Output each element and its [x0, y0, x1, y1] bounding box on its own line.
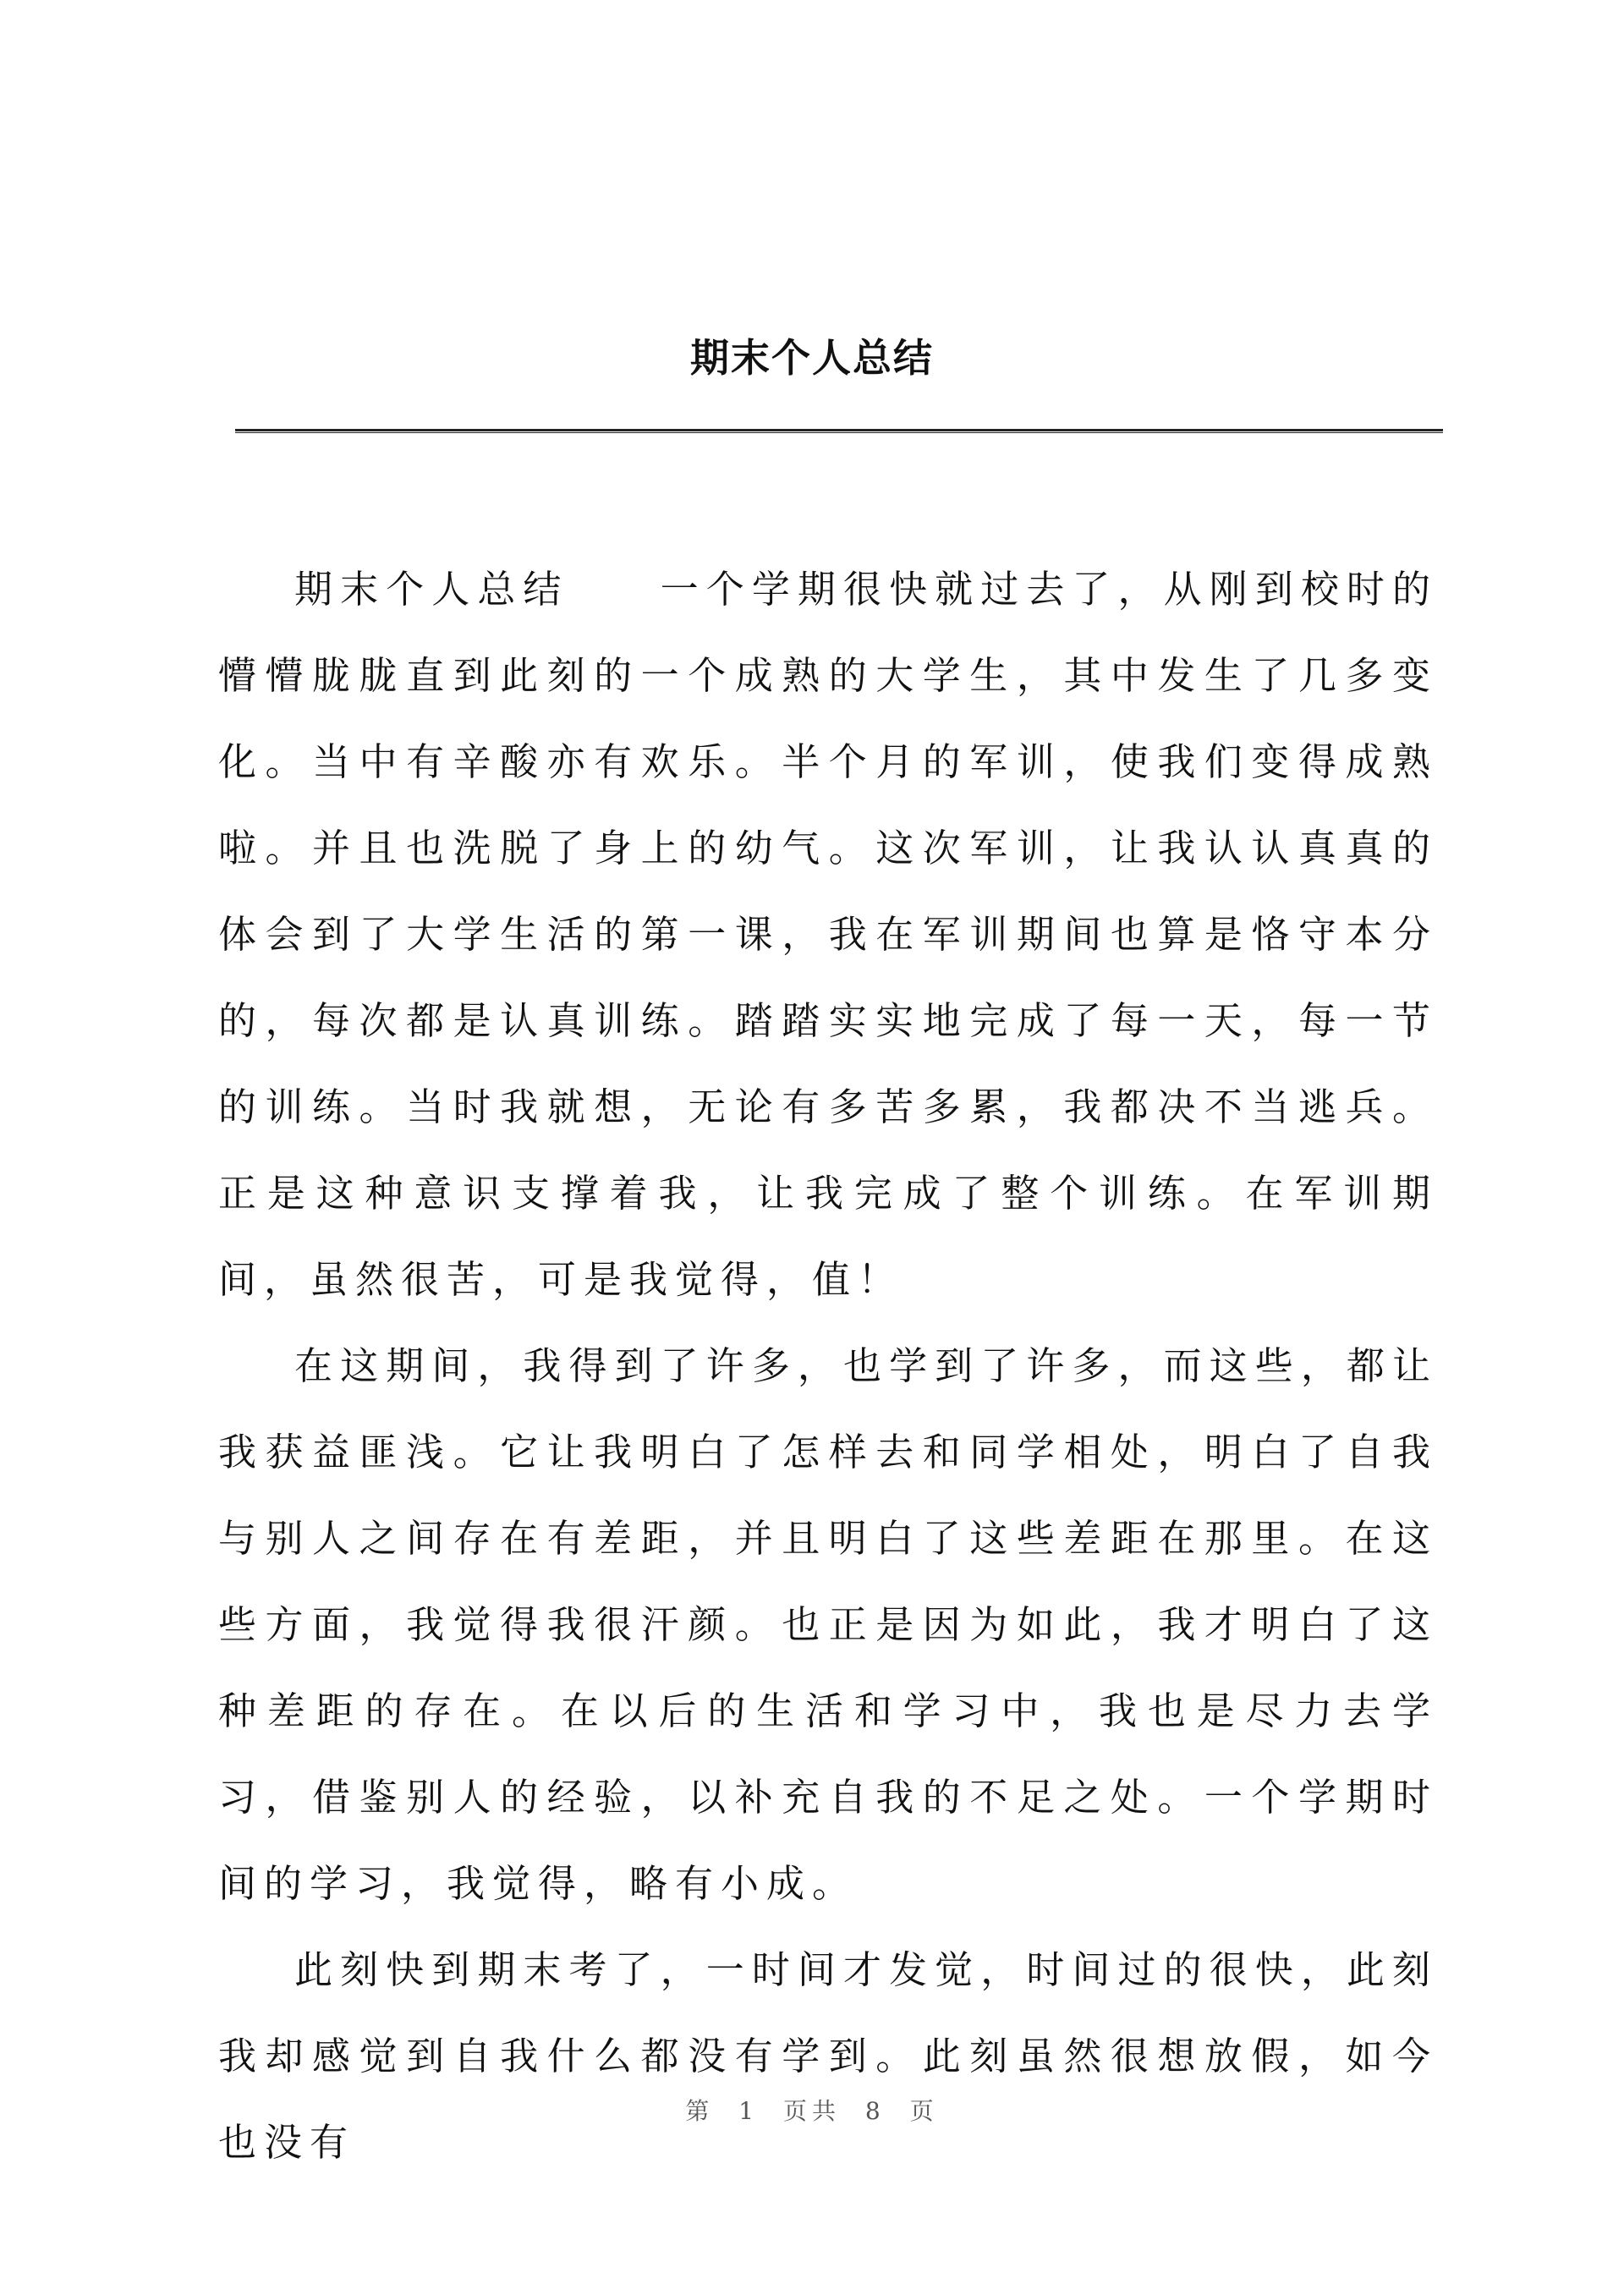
document-title: 期末个人总结 [690, 335, 934, 381]
document-body [218, 546, 1438, 2186]
page-number-footer: 第 1 页共 8 页 [685, 2097, 939, 2125]
body-paragraph-1: 期末个人总结 一个学期很快就过去了，从刚到校时的懵懵胧胧直到此刻的一个成熟的大学生，其中发生了几多变化。当中有辛酸亦有欢乐。半个月的军训，使我们变得成熟啦。并且也洗脱了身上的幼气。这次军训，让我认认真真的体会到了大学生活的第一课，我在军训期间也算是恪守本分的，每次都是认真训练。踏踏实实地完成了每一天，每一节的训练。当时我就想，无论有多苦多累，我都决不当逃兵。正是这种意识支撑着我，让我完成了整个训练。在军训期间，虽然很苦，可是我觉得，值！ [218, 567, 1438, 1302]
body-paragraph-3: 此刻快到期末考了，一时间才发觉，时间过的很快，此刻我却感觉到自我什么都没有学到。此刻虽然很想放假，如今也没有 [218, 1947, 1438, 2165]
title-divider [235, 429, 1443, 433]
body-paragraph-2: 在这期间，我得到了许多，也学到了许多，而这些，都让我获益匪浅。它让我明白了怎样去和同学相处，明白了自我与别人之间存在有差距，并且明白了这些差距在那里。在这些方面，我觉得我很汗颜。也正是因为如此，我才明白了这种差距的存在。在以后的生活和学习中，我也是尽力去学习，借鉴别人的经验，以补充自我的不足之处。一个学期时间的学习，我觉得，略有小成。 [218, 1343, 1438, 1906]
